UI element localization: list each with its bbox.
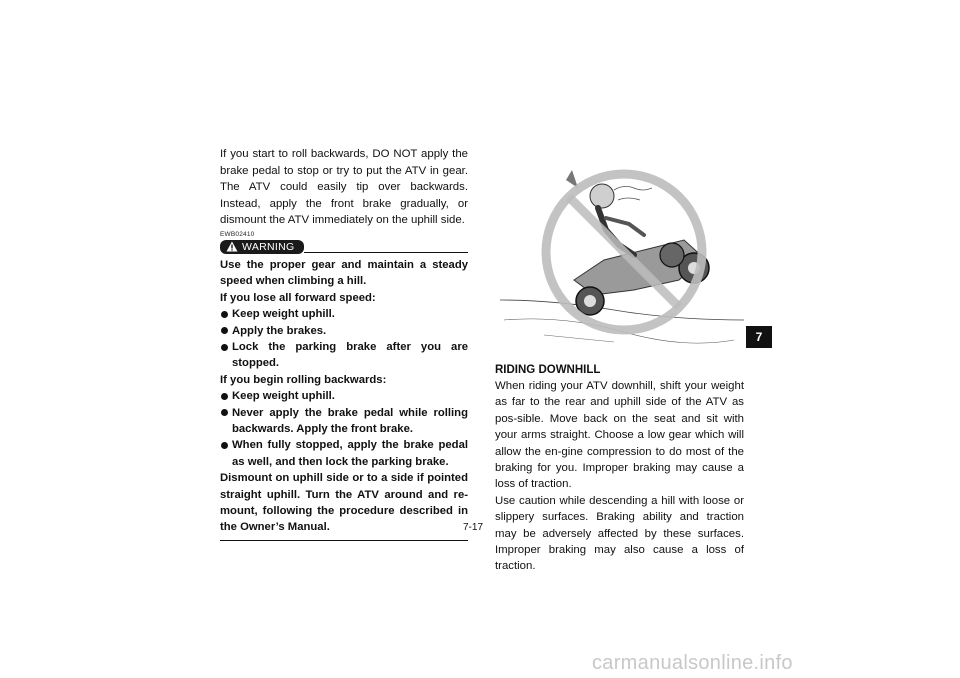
warning-triangle-icon	[226, 241, 238, 252]
body-paragraph: When riding your ATV downhill, shift your weight as far to the rear and uphill side of the ATV as pos-sible. Move back on the seat and sit with your arms straight. Choose a low gear which will allow the en-gine compression to do most of the braking for you. Improper braking may cause a loss of traction.	[495, 380, 744, 491]
intro-paragraph: If you start to roll backwards, DO NOT apply the brake pedal to stop or try to put the ATV in gear. The ATV could easily tip over backwards. Instead, apply the front brake gradually, or dismount the ATV immediately on the uphill side.	[220, 148, 468, 227]
warning-end-rule	[220, 540, 468, 541]
warning-text: If you begin rolling backwards:	[220, 373, 387, 386]
warning-badge	[220, 240, 304, 254]
watermark: carmanualsonline.info	[592, 652, 793, 674]
warning-bullet: Keep weight uphill.	[220, 306, 468, 322]
warning-bullet: When fully stopped, apply the brake pedal as well, and then lock the parking brake.	[220, 437, 468, 470]
section-title: RIDING DOWNHILL	[495, 364, 601, 376]
warning-bullet: Keep weight uphill.	[220, 388, 468, 404]
warning-label: WARNING	[242, 240, 295, 253]
right-column	[495, 362, 744, 575]
warning-header	[220, 240, 468, 254]
warning-bullet: Never apply the brake pedal while rolling backwards. Apply the front brake.	[220, 405, 468, 438]
warning-code: EWB02410	[220, 230, 255, 238]
warning-text: Dismount on uphill side or to a side if pointed straight uphill. Turn the ATV around and re-mount, following the procedure described in the Owner’s Manual.	[220, 472, 468, 534]
warning-bullet: Apply the brakes.	[220, 323, 468, 339]
warning-rule	[304, 252, 468, 253]
warning-bullet: Lock the parking brake after you are stopped.	[220, 339, 468, 372]
page-number: 7-17	[463, 522, 484, 533]
chapter-tab: 7	[746, 326, 772, 348]
warning-text: If you lose all forward speed:	[220, 291, 376, 304]
atv-tipping-prohibited-icon	[494, 160, 754, 350]
warning-body	[220, 257, 468, 536]
body-paragraph: Use caution while descending a hill with loose or slippery surfaces. Braking ability and traction may be adversely affected by these surfaces. Improper braking may also cause a loss of traction.	[495, 494, 744, 573]
warning-text: Use the proper gear and maintain a steady speed when climbing a hill.	[220, 258, 468, 288]
left-column	[220, 146, 468, 541]
